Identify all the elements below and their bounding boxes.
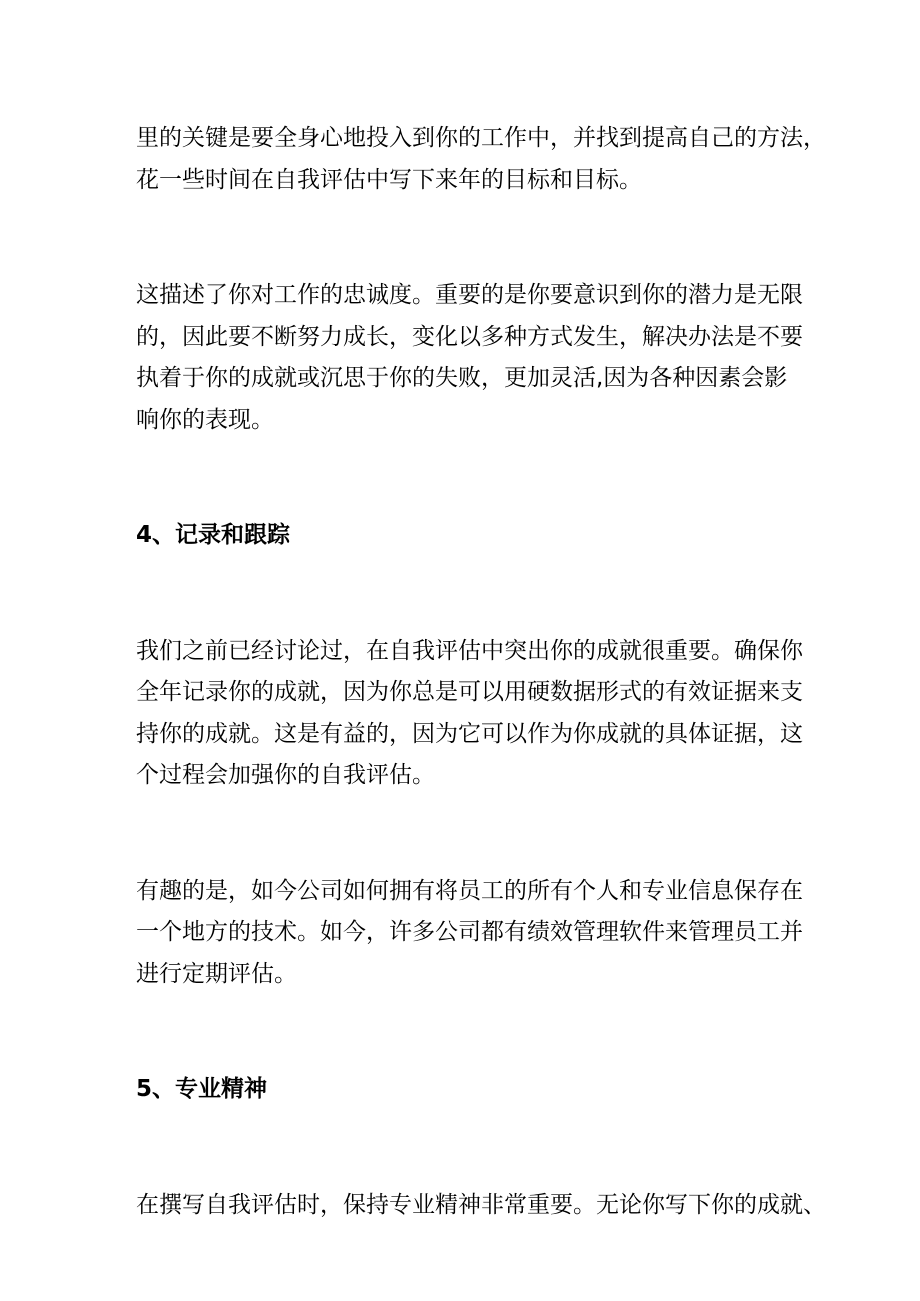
text-line: 我们之前已经讨论过，在自我评估中突出你的成就很重要。确保你: [136, 637, 803, 664]
paragraph-spacer: [136, 557, 806, 631]
paragraph-spacer: [136, 995, 806, 1069]
heading-text: 4、记录和跟踪: [136, 522, 291, 548]
text-line: 响你的表现。: [136, 406, 274, 433]
text-line: 的，因此要不断努力成长，变化以多种方式发生，解决办法是不要: [136, 323, 803, 350]
text-line: 这描述了你对工作的忠诚度。重要的是你要意识到你的潜力是无限: [136, 282, 803, 308]
text-line: 在撰写自我评估时，保持专业精神非常重要。无论你写下你的成就、: [136, 1191, 826, 1218]
text-line: 全年记录你的成就，因为你总是可以用硬数据形式的有效证据来支: [136, 679, 803, 705]
text-line: 持你的成就。这是有益的，因为它可以作为你成就的具体证据，这: [136, 720, 803, 747]
paragraph-spacer: [136, 797, 806, 871]
paragraph-spacer: [136, 201, 806, 275]
document-body: [136, 118, 826, 1226]
text-line: 有趣的是，如今公司如何拥有将员工的所有个人和专业信息保存在: [136, 877, 803, 904]
paragraph-2: [136, 275, 806, 441]
paragraph-1: [136, 118, 826, 201]
paragraph-4: [136, 871, 806, 996]
text-line: 个过程会加强你的自我评估。: [136, 762, 435, 788]
paragraph-spacer: [136, 1111, 806, 1185]
paragraph-spacer: [136, 441, 806, 515]
text-line: 进行定期评估。: [136, 960, 297, 987]
text-line: 一个地方的技术。如今，许多公司都有绩效管理软件来管理员工并: [136, 919, 803, 945]
text-line: 花一些时间在自我评估中写下来年的目标和目标。: [136, 166, 642, 193]
section-heading-5: [136, 1069, 806, 1111]
text-line: 执着于你的成就或沉思于你的失败，更加灵活,因为各种因素会影: [136, 365, 788, 391]
heading-text: 5、专业精神: [136, 1076, 268, 1102]
text-line: 里的关键是要全身心地投入到你的工作中，并找到提高自己的方法，: [136, 125, 826, 151]
paragraph-5: [136, 1185, 826, 1227]
paragraph-3: [136, 631, 806, 797]
section-heading-4: [136, 515, 806, 557]
